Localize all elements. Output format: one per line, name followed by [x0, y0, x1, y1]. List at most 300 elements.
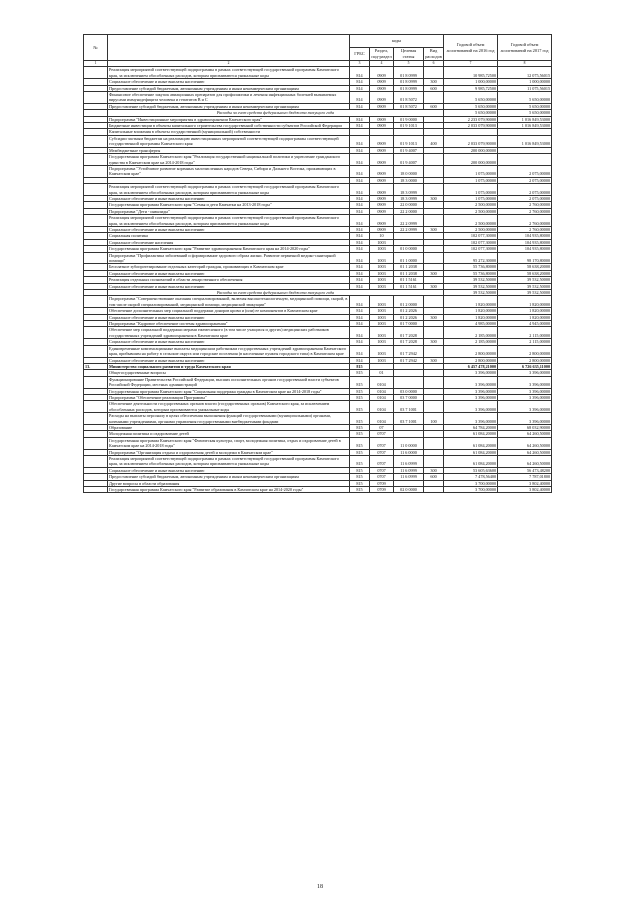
- column-index: 2: [108, 61, 350, 67]
- cell-2017: 39 532,50000: [498, 277, 552, 283]
- table-row: [84, 135, 552, 147]
- cell-name: Социальное обеспечение и иные выплаты населению: [108, 283, 350, 289]
- cell-type: [424, 184, 444, 196]
- cell-2016: 53 605,63600: [444, 467, 498, 473]
- cell-2016: 1 820,00000: [444, 314, 498, 320]
- cell-grbs: 814: [350, 202, 370, 208]
- cell-name: Социальное обеспечение и иные выплаты населению: [108, 314, 350, 320]
- cell-type: [424, 376, 444, 388]
- cell-type: [424, 252, 444, 264]
- cell-name: Реализация мероприятий соответствующей подпрограммы в рамках соответствующей государственной программы Камчатского края, за исключением обособленных расходов, которым присваиваются уникальные коды: [108, 67, 350, 79]
- cell-2017: 104 935,80000: [498, 239, 552, 245]
- cell-type: 300: [424, 270, 444, 276]
- cell-grbs: 814: [350, 246, 370, 252]
- cell-2016: 2 185,00000: [444, 339, 498, 345]
- cell-2017: 39 532,50000: [498, 290, 552, 296]
- cell-name: Межбюджетные трансферты: [108, 147, 350, 153]
- cell-name: Социальная политика: [108, 233, 350, 239]
- cell-type: [424, 327, 444, 339]
- cell-type: [424, 345, 444, 357]
- table-row: [84, 165, 552, 177]
- cell-section: 0909: [370, 123, 394, 129]
- column-index: 6: [424, 61, 444, 67]
- table-row: [84, 184, 552, 196]
- cell-grbs: 814: [350, 277, 370, 283]
- cell-grbs: 814: [350, 321, 370, 327]
- cell-section: 0709: [370, 487, 394, 493]
- table-row: [84, 67, 552, 79]
- cell-target: 01 1 2038: [394, 264, 424, 270]
- cell-target: 01 7 2028: [394, 327, 424, 339]
- cell-target: 02 0 0000: [394, 487, 424, 493]
- cell-grbs: 814: [350, 103, 370, 109]
- cell-type: [424, 215, 444, 227]
- cell-2017: [498, 154, 552, 166]
- cell-nr: [84, 296, 108, 308]
- cell-section: 0909: [370, 103, 394, 109]
- cell-type: [424, 401, 444, 413]
- cell-section: 07: [370, 424, 394, 430]
- cell-grbs: 814: [350, 252, 370, 264]
- cell-target: 11 6 0999: [394, 456, 424, 468]
- cell-name: Реализация мероприятий соответствующей подпрограммы в рамках соответствующей государственной программы Камчатского края, за исключением обособленных расходов, которым присваиваются уникальные коды: [108, 215, 350, 227]
- cell-grbs: 815: [350, 363, 370, 369]
- cell-nr: [84, 252, 108, 264]
- cell-2017: 1 016 849,53000: [498, 116, 552, 122]
- cell-name: Подпрограмма "Профилактика заболеваний и формирование здорового образа жизни. Развитие первичной медико-санитарной помощи": [108, 252, 350, 264]
- cell-type: 600: [424, 103, 444, 109]
- cell-name: Государственная программа Камчатского края "Социальная поддержка граждан в Камчатском крае на 2014-2018 годы": [108, 388, 350, 394]
- cell-name: Подпрограмма "Устойчивое развитие коренных малочисленных народов Севера, Сибири и Дальнего Востока, проживающих в Камчатском крае": [108, 165, 350, 177]
- cell-name: Единовременные компенсационные выплаты медицинским работникам государственных учреждений здравоохранения Камчатского края, прибывшим на работу в сельские округа или городские поселения (в населенные пункты городского типа) в Камчатском крае: [108, 345, 350, 357]
- cell-2017: 1 016 849,53000: [498, 123, 552, 129]
- cell-grbs: 814: [350, 135, 370, 147]
- cell-type: 300: [424, 226, 444, 232]
- cell-2017: 3 396,00000: [498, 388, 552, 394]
- cell-section: 1003: [370, 327, 394, 339]
- cell-target: 01 2 2026: [394, 314, 424, 320]
- cell-2016: 1 075,00000: [444, 165, 498, 177]
- cell-nr: 13.: [84, 363, 108, 369]
- cell-grbs: 814: [350, 177, 370, 183]
- cell-2017: 2 760,00000: [498, 215, 552, 227]
- cell-target: 01 8 5072: [394, 103, 424, 109]
- cell-grbs: 814: [350, 264, 370, 270]
- cell-2017: 98 170,80000: [498, 252, 552, 264]
- cell-grbs: 814: [350, 92, 370, 104]
- cell-type: 300: [424, 195, 444, 201]
- cell-grbs: 814: [350, 239, 370, 245]
- cell-target: 22 2 0999: [394, 226, 424, 232]
- cell-type: 600: [424, 85, 444, 91]
- column-index: 4: [370, 61, 394, 67]
- cell-name: Подпрограмма "Организация отдыха и оздоровления детей и молодежи в Камчатском крае": [108, 449, 350, 455]
- table-row: [84, 376, 552, 388]
- cell-nr: [84, 135, 108, 147]
- cell-2016: 3 396,00000: [444, 413, 498, 425]
- cell-grbs: 815: [350, 437, 370, 449]
- cell-2017: 2 115,00000: [498, 327, 552, 339]
- cell-target: 01 1 0000: [394, 252, 424, 264]
- cell-name: Социальное обеспечение и иные выплаты населению: [108, 195, 350, 201]
- cell-2017: 2 760,00000: [498, 208, 552, 214]
- cell-name: Капитальные вложения в объекты государственной (муниципальной) собственности: [108, 129, 350, 135]
- table-row: [84, 296, 552, 308]
- cell-type: 100: [424, 413, 444, 425]
- cell-target: 01 9 0000: [394, 116, 424, 122]
- cell-section: 0909: [370, 165, 394, 177]
- cell-grbs: 815: [350, 388, 370, 394]
- cell-section: 0909: [370, 147, 394, 153]
- cell-section: 0909: [370, 184, 394, 196]
- cell-2017: 2 075,00000: [498, 195, 552, 201]
- cell-name: Обеспечение мер социальной поддержки мерами ежемесячного (в том числе учащихся и других) медицинских работников государственных учреждений здравоохранения в Камчатском крае: [108, 327, 350, 339]
- cell-grbs: 815: [350, 487, 370, 493]
- cell-name: Финансовое обеспечение закупок авиационных препаратов для профилактики и лечения инфекционных болезней вызываемых вирусами иммунодефицита человека и гепатитов В и С: [108, 92, 350, 104]
- cell-2016: 2 500,00000: [444, 208, 498, 214]
- cell-grbs: 814: [350, 147, 370, 153]
- cell-grbs: 815: [350, 480, 370, 486]
- cell-2017: 11 075,56015: [498, 85, 552, 91]
- header-name: [108, 35, 350, 61]
- cell-section: 0104: [370, 388, 394, 394]
- cell-2016: 3 396,00000: [444, 401, 498, 413]
- cell-target: 01 7 2942: [394, 345, 424, 357]
- cell-name: Социальное обеспечение и иные выплаты населению: [108, 339, 350, 345]
- page-number: 18: [317, 884, 323, 890]
- cell-target: 11 0 0000: [394, 437, 424, 449]
- cell-grbs: 815: [350, 431, 370, 437]
- cell-section: 0707: [370, 449, 394, 455]
- table-row: [84, 487, 552, 493]
- column-index: 8: [498, 61, 552, 67]
- cell-2017: 64 260,50000: [498, 449, 552, 455]
- cell-section: 0909: [370, 177, 394, 183]
- cell-nr: [84, 327, 108, 339]
- cell-grbs: 815: [350, 467, 370, 473]
- cell-2016: 1 075,00000: [444, 177, 498, 183]
- cell-target: 01 2 2026: [394, 308, 424, 314]
- cell-name: Предоставление субсидий бюджетным, автономным учреждениям и иным некоммерческим организациям: [108, 103, 350, 109]
- table-row: [84, 388, 552, 394]
- cell-2017: 64 260,50000: [498, 437, 552, 449]
- cell-2017: 3 396,00000: [498, 376, 552, 388]
- cell-grbs: 814: [350, 215, 370, 227]
- cell-2016: 102 077,30000: [444, 233, 498, 239]
- cell-type: [424, 154, 444, 166]
- table-row: [84, 123, 552, 129]
- cell-nr: [84, 487, 108, 493]
- cell-grbs: 814: [350, 270, 370, 276]
- cell-section: 1003: [370, 357, 394, 363]
- cell-name: Социальное обеспечение и иные выплаты населению: [108, 270, 350, 276]
- budget-table: [83, 34, 552, 493]
- header-section: Раздел, под-раздел: [371, 48, 392, 59]
- cell-section: 01: [370, 370, 394, 376]
- cell-grbs: 814: [350, 339, 370, 345]
- cell-2016: 61 084,20000: [444, 431, 498, 437]
- cell-section: 10: [370, 233, 394, 239]
- cell-2017: 3 802,40000: [498, 480, 552, 486]
- cell-name: Реализация мероприятий соответствующей подпрограммы в рамках соответствующей государственной программы Камчатского края, за исключением обособленных расходов, которым присваиваются уникальные коды: [108, 456, 350, 468]
- cell-type: 300: [424, 314, 444, 320]
- cell-2017: 2 075,00000: [498, 165, 552, 177]
- cell-target: 18 3 0999: [394, 195, 424, 201]
- cell-section: 0104: [370, 394, 394, 400]
- cell-name: Подпрограмма "Инвестиционные мероприятия в здравоохранении Камчатского края": [108, 116, 350, 122]
- table-row: [84, 456, 552, 468]
- cell-target: 01 9 1013: [394, 135, 424, 147]
- cell-2016: 39 532,50000: [444, 277, 498, 283]
- cell-2017: 12 075,56015: [498, 67, 552, 79]
- cell-section: 1003: [370, 252, 394, 264]
- cell-2017: 3 396,00000: [498, 394, 552, 400]
- cell-2017: 58 638,20000: [498, 264, 552, 270]
- cell-grbs: 814: [350, 296, 370, 308]
- cell-name: Подпрограмма "Дети - инвалиды": [108, 208, 350, 214]
- cell-section: 0909: [370, 92, 394, 104]
- cell-2017: 1 820,00000: [498, 296, 552, 308]
- cell-section: 0104: [370, 401, 394, 413]
- column-index: 7: [444, 61, 498, 67]
- cell-name: Предоставление субсидий бюджетным, автономным учреждениям и иным некоммерческим организациям: [108, 474, 350, 480]
- cell-target: 01 7 0000: [394, 321, 424, 327]
- cell-2016: 61 084,20000: [444, 449, 498, 455]
- cell-2016: 5 650,00000: [444, 92, 498, 104]
- cell-section: 0909: [370, 202, 394, 208]
- cell-2016: 55 736,80000: [444, 264, 498, 270]
- cell-section: 0909: [370, 208, 394, 214]
- cell-2017: 4 945,00000: [498, 321, 552, 327]
- cell-2016: 5 650,00000: [444, 110, 498, 116]
- cell-target: 01 8 0999: [394, 85, 424, 91]
- cell-section: 0707: [370, 467, 394, 473]
- cell-target: 01 8 0999: [394, 67, 424, 79]
- cell-name: Расходы на выплаты персоналу в целях обеспечения выполнения функций государственными (муниципальными) органами, казенными учреждениями, органами управления государственными внебюджетными фондами: [108, 413, 350, 425]
- header-type: Вид расходов: [425, 48, 442, 59]
- cell-type: 300: [424, 339, 444, 345]
- cell-name: Министерство социального развития и труда Камчатского края: [108, 363, 350, 369]
- cell-target: 18 3 0000: [394, 177, 424, 183]
- cell-section: 1003: [370, 308, 394, 314]
- cell-nr: [84, 92, 108, 104]
- cell-2016: 102 077,30000: [444, 246, 498, 252]
- cell-2017: 6 726 635,11000: [498, 363, 552, 369]
- cell-name: Бесплатное зубопротезирование отдельных категорий граждан, проживающих в Камчатском крае: [108, 264, 350, 270]
- column-index: 5: [394, 61, 424, 67]
- cell-name: Обеспечение дополнительных мер социальной поддержки доноров крови и (или) ее компонентов в Камчатском крае: [108, 308, 350, 314]
- cell-type: 300: [424, 467, 444, 473]
- cell-2017: 2 760,00000: [498, 226, 552, 232]
- cell-section: 1003: [370, 296, 394, 308]
- cell-grbs: 815: [350, 401, 370, 413]
- cell-2016: 61 084,20000: [444, 456, 498, 468]
- cell-type: [424, 296, 444, 308]
- cell-section: 0104: [370, 376, 394, 388]
- cell-name: Социальное обеспечение и иные выплаты населению: [108, 467, 350, 473]
- cell-2016: 102 077,30000: [444, 239, 498, 245]
- cell-2017: 1 000,00000: [498, 79, 552, 85]
- table-row: [84, 401, 552, 413]
- cell-section: 1003: [370, 264, 394, 270]
- cell-type: 300: [424, 357, 444, 363]
- cell-grbs: 814: [350, 116, 370, 122]
- cell-section: 1003: [370, 277, 394, 283]
- cell-2016: 9 985,72500: [444, 85, 498, 91]
- header-2017: Годовой объем ассигнований на 2017 год: [498, 35, 552, 61]
- column-index: 3: [350, 61, 370, 67]
- cell-2017: 104 935,80000: [498, 233, 552, 239]
- cell-2016: 3 700,00000: [444, 487, 498, 493]
- cell-grbs: 815: [350, 376, 370, 388]
- cell-section: 0707: [370, 474, 394, 480]
- cell-section: 0909: [370, 116, 394, 122]
- cell-2016: 39 532,50000: [444, 290, 498, 296]
- cell-type: 300: [424, 79, 444, 85]
- cell-type: [424, 456, 444, 468]
- cell-grbs: 814: [350, 79, 370, 85]
- header-nr: №: [84, 35, 108, 61]
- cell-section: 0909: [370, 79, 394, 85]
- cell-grbs: 814: [350, 308, 370, 314]
- cell-nr: [84, 67, 108, 79]
- cell-name: Социальное обеспечение населения: [108, 239, 350, 245]
- cell-grbs: 815: [350, 394, 370, 400]
- cell-2017: 58 638,20000: [498, 270, 552, 276]
- cell-section: 0909: [370, 67, 394, 79]
- cell-section: 1003: [370, 239, 394, 245]
- cell-grbs: 814: [350, 165, 370, 177]
- cell-nr: [84, 413, 108, 425]
- cell-grbs: 814: [350, 184, 370, 196]
- cell-2017: 2 115,00000: [498, 339, 552, 345]
- cell-2017: 64 260,50000: [498, 456, 552, 468]
- cell-target: 03 7 1001: [394, 413, 424, 425]
- cell-grbs: 814: [350, 154, 370, 166]
- cell-grbs: 814: [350, 345, 370, 357]
- cell-grbs: 814: [350, 283, 370, 289]
- cell-2017: 56 473,48200: [498, 467, 552, 473]
- cell-2017: 7 787,01800: [498, 474, 552, 480]
- cell-2016: 1 820,00000: [444, 308, 498, 314]
- cell-2017: 3 396,00000: [498, 413, 552, 425]
- cell-2017: 64 260,50000: [498, 431, 552, 437]
- cell-type: [424, 92, 444, 104]
- cell-2017: 2 075,00000: [498, 177, 552, 183]
- cell-grbs: 814: [350, 226, 370, 232]
- cell-2017: 5 650,00000: [498, 110, 552, 116]
- cell-name: Государственная программа Камчатского края "Физическая культура, спорт, молодежная политика, отдых и оздоровление детей в Камчатском крае на 2014-2018 годы": [108, 437, 350, 449]
- cell-name: Реализация отдельных полномочий в области лекарственного обеспечения: [108, 277, 350, 283]
- cell-name: Молодежная политика и оздоровление детей: [108, 431, 350, 437]
- cell-2016: 3 396,00000: [444, 370, 498, 376]
- cell-2017: 5 650,00000: [498, 103, 552, 109]
- cell-name: Подпрограмма "Совершенствование оказания специализированной, включая высокотехнологичную, медицинской помощи, скорой, в том числе скорой специализированной, медицинской помощи, медицинской эвакуации": [108, 296, 350, 308]
- table-row: [84, 215, 552, 227]
- cell-nr: [84, 215, 108, 227]
- cell-section: 0909: [370, 195, 394, 201]
- cell-name: Государственная программа Камчатского края "Реализация государственной национальной политики и укрепление гражданского единства в Камчатском крае на 2014-2018 годы": [108, 154, 350, 166]
- cell-section: 1003: [370, 314, 394, 320]
- cell-nr: [84, 184, 108, 196]
- cell-2017: 5 650,00000: [498, 92, 552, 104]
- cell-section: 1003: [370, 345, 394, 357]
- table-row: [84, 327, 552, 339]
- cell-name: Субсидии частным бюджетам на реализацию инвестиционных мероприятий соответствующей подпрограммы соответствующей государственной программы Камчатского края: [108, 135, 350, 147]
- cell-2016: 2 185,00000: [444, 327, 498, 339]
- cell-target: 01 8 0999: [394, 79, 424, 85]
- cell-target: 01 1 5161: [394, 277, 424, 283]
- cell-2016: 2 033 079,90000: [444, 135, 498, 147]
- cell-target: 22 2 0999: [394, 215, 424, 227]
- cell-target: 01 2 0000: [394, 296, 424, 308]
- cell-nr: [84, 401, 108, 413]
- table-row: [84, 92, 552, 104]
- cell-target: 22 2 0000: [394, 208, 424, 214]
- cell-2017: 1 820,00000: [498, 314, 552, 320]
- table-body: [84, 67, 552, 493]
- cell-section: 0909: [370, 154, 394, 166]
- cell-name: Государственная программа Камчатского края "Развитие образования в Камчатском крае на 2014-2020 годы": [108, 487, 350, 493]
- cell-target: 11 6 0999: [394, 467, 424, 473]
- cell-name: Образование: [108, 424, 350, 430]
- cell-name: Функционирование Правительства Российской Федерации, высших исполнительных органов государственной власти субъектов Российской Федерации, местных администраций: [108, 376, 350, 388]
- cell-note: Расходы за счет средств федерального бюджета текущего года: [108, 110, 444, 116]
- cell-name: Государственная программа Камчатского края "Семья и дети Камчатки на 2013-2018 годы": [108, 202, 350, 208]
- cell-grbs: 814: [350, 85, 370, 91]
- cell-name: Государственная программа Камчатского края "Развитие здравоохранения Камчатского края на 2014-2020 годы": [108, 246, 350, 252]
- cell-2016: 2 233 079,90000: [444, 116, 498, 122]
- cell-target: 01 1 5161: [394, 283, 424, 289]
- cell-note: Расходы за счет средств федерального бюджета текущего года: [108, 290, 444, 296]
- cell-2017: 3 802,40000: [498, 487, 552, 493]
- cell-type: [424, 437, 444, 449]
- cell-2016: 1 820,00000: [444, 296, 498, 308]
- cell-name: Бюджетные инвестиции в объекты капитального строительства государственной собственности субъектов Российской Федерации: [108, 123, 350, 129]
- header-target: Целевая статья: [394, 48, 424, 61]
- cell-2016: 4 985,00000: [444, 321, 498, 327]
- cell-2016: 61 084,20000: [444, 437, 498, 449]
- cell-2016: 2 500,00000: [444, 215, 498, 227]
- cell-2016: 5 650,00000: [444, 103, 498, 109]
- column-index: 1: [84, 61, 108, 67]
- cell-nr: [84, 154, 108, 166]
- cell-2016: 2 033 079,90000: [444, 123, 498, 129]
- cell-2017: 2 075,00000: [498, 184, 552, 196]
- cell-grbs: 815: [350, 413, 370, 425]
- cell-target: 01 8 5072: [394, 92, 424, 104]
- cell-target: 01 7 2028: [394, 339, 424, 345]
- cell-2016: 10 985,72500: [444, 67, 498, 79]
- cell-type: [424, 67, 444, 79]
- cell-2016: 3 396,00000: [444, 388, 498, 394]
- table-row: [84, 437, 552, 449]
- cell-section: 0707: [370, 437, 394, 449]
- cell-2017: 3 396,00000: [498, 370, 552, 376]
- cell-name: Подпрограмма "Кадровое обеспечение системы здравоохранения": [108, 321, 350, 327]
- cell-2016: 1 075,00000: [444, 184, 498, 196]
- cell-target: 01 9 4007: [394, 147, 424, 153]
- cell-name: Реализация мероприятий соответствующей подпрограммы в рамках соответствующей государственной программы Камчатского края, за исключением обособленных расходов, которым присваиваются уникальные коды: [108, 184, 350, 196]
- cell-2017: 39 532,50000: [498, 283, 552, 289]
- cell-type: 400: [424, 135, 444, 147]
- cell-grbs: 814: [350, 233, 370, 239]
- cell-target: 18 0 0000: [394, 165, 424, 177]
- cell-grbs: 815: [350, 456, 370, 468]
- cell-grbs: 815: [350, 474, 370, 480]
- cell-target: 01 0 0000: [394, 246, 424, 252]
- cell-section: 0707: [370, 456, 394, 468]
